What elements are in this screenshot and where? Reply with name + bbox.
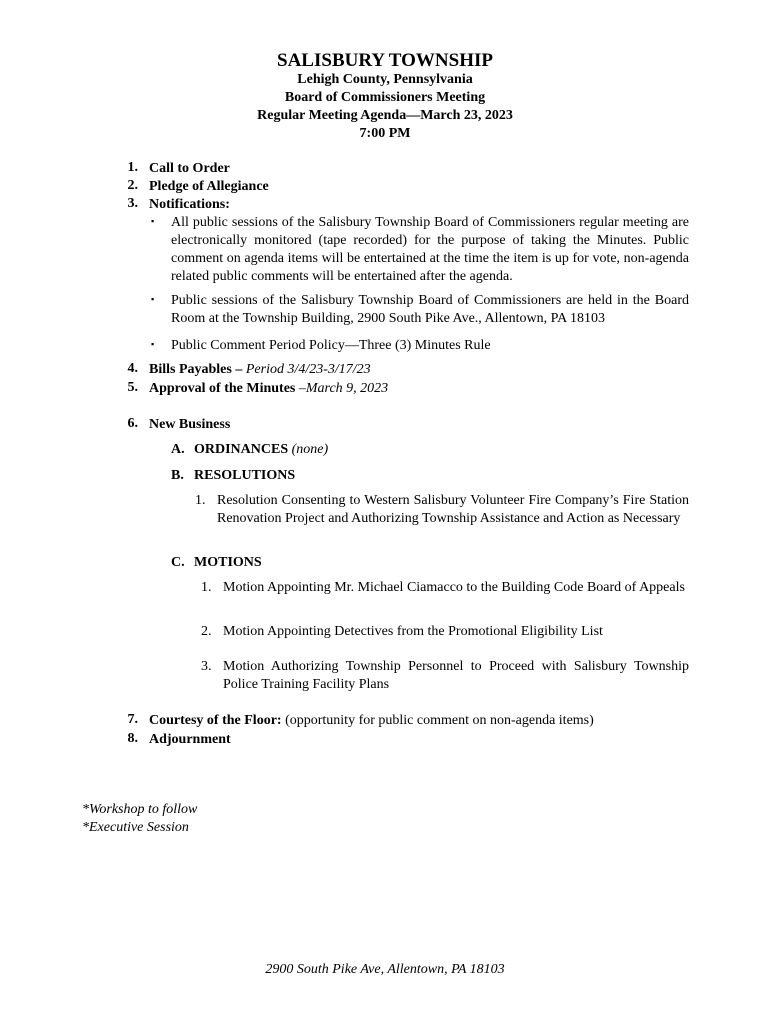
item-number: 5. (127, 380, 138, 395)
item-notifications: Notifications: (149, 197, 230, 212)
ordinances-detail: (none) (288, 442, 329, 457)
item-number: 4. (127, 361, 138, 376)
bills-period: Period 3/4/23-3/17/23 (245, 362, 371, 377)
item-number: 7. (127, 712, 138, 727)
bullet-icon: ▪ (151, 339, 155, 349)
sub-item-number: 3. (201, 659, 212, 674)
item-number: 2. (127, 178, 138, 193)
section-letter: A. (171, 442, 185, 457)
sub-item-number: 2. (201, 624, 212, 639)
section-motions: MOTIONS (194, 555, 262, 570)
item-number: 1. (127, 160, 138, 175)
item-adjournment: Adjournment (149, 732, 231, 747)
bullet-icon: ▪ (151, 216, 155, 226)
item-new-business: New Business (149, 417, 231, 432)
bills-label: Bills Payables – (149, 362, 246, 377)
minutes-label: Approval of the Minutes (149, 381, 299, 396)
item-number: 6. (127, 416, 138, 431)
bullet-icon: ▪ (151, 294, 155, 304)
item-call-to-order: Call to Order (149, 161, 230, 176)
item-courtesy-floor (149, 712, 594, 730)
motion-ciamacco: Motion Appointing Mr. Michael Ciamacco to the Building Code Board of Appeals (223, 580, 685, 595)
section-letter: C. (171, 555, 185, 570)
footer-address: 2900 South Pike Ave, Allentown, PA 18103 (265, 962, 505, 977)
item-number: 3. (127, 196, 138, 211)
board-line: Board of Commissioners Meeting (284, 90, 486, 105)
section-resolutions: RESOLUTIONS (194, 468, 296, 483)
notification-recording: All public sessions of the Salisbury Township Board of Commissioners regular meeting are electronically monitored (tape recorded) for the purpose of taking the Minutes. Public comment on agenda items will be entertained at the time the item is up for vote, non-agenda related public comments will be entertained after the agenda. (171, 215, 689, 284)
item-bills-payables (149, 361, 371, 379)
sub-item-number: 1. (201, 580, 212, 595)
township-title: SALISBURY TOWNSHIP (277, 50, 493, 71)
agenda-date-line: Regular Meeting Agenda—March 23, 2023 (257, 108, 513, 123)
courtesy-detail: (opportunity for public comment on non-agenda items) (281, 713, 594, 728)
sub-item-number: 1. (195, 493, 206, 508)
notification-comment-policy: Public Comment Period Policy—Three (3) Minutes Rule (171, 338, 491, 353)
motion-detectives: Motion Appointing Detectives from the Promotional Eligibility List (223, 624, 603, 639)
item-number: 8. (127, 731, 138, 746)
motion-police-training: Motion Authorizing Township Personnel to Proceed with Salisbury Township Police Training Facility Plans (223, 659, 689, 692)
item-pledge: Pledge of Allegiance (149, 179, 269, 194)
county-line: Lehigh County, Pennsylvania (297, 72, 473, 87)
notification-location: Public sessions of the Salisbury Township Board of Commissioners are held in the Board Room at the Township Building, 2900 South Pike Ave., Allentown, PA 18103 (171, 293, 689, 326)
section-ordinances (194, 441, 328, 459)
ordinances-label: ORDINANCES (194, 442, 289, 457)
note-workshop: *Workshop to follow (82, 802, 198, 817)
courtesy-label: Courtesy of the Floor: (149, 713, 282, 728)
section-letter: B. (171, 468, 184, 483)
item-approval-minutes (149, 380, 388, 398)
note-executive-session: *Executive Session (82, 820, 189, 835)
minutes-date: –March 9, 2023 (298, 381, 389, 396)
resolution-fire-company: Resolution Consenting to Western Salisbury Volunteer Fire Company’s Fire Station Renovation Project and Authorizing Township Assistance and Action as Necessary (217, 493, 689, 526)
meeting-time: 7:00 PM (359, 126, 411, 141)
